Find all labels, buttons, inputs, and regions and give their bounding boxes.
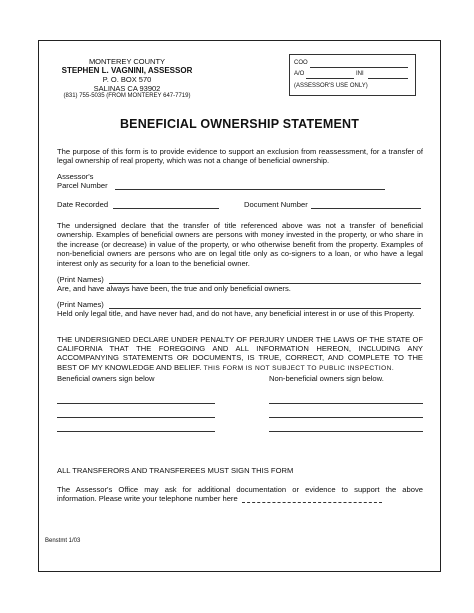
beneficial-sign-label: Beneficial owners sign below <box>57 374 155 383</box>
form-page <box>38 40 441 572</box>
po-box: P. O. BOX 570 <box>102 75 152 84</box>
date-recorded-field[interactable] <box>113 208 219 209</box>
non-beneficial-signature-line-1[interactable] <box>269 403 423 404</box>
phone: (831) 755-5035 (FROM MONTEREY 647-7719) <box>63 93 191 99</box>
beneficial-owners-statement: Are, and have always have been, the true and only beneficial owners. <box>57 284 291 293</box>
print-names-label-2: (Print Names) <box>57 300 104 309</box>
print-names-label-1: (Print Names) <box>57 275 104 284</box>
date-recorded-label: Date Recorded <box>57 200 109 209</box>
non-beneficial-signature-line-2[interactable] <box>269 417 423 418</box>
beneficial-signature-line-3[interactable] <box>57 431 215 432</box>
beneficial-signature-line-2[interactable] <box>57 417 215 418</box>
city: SALINAS CA 93902 <box>93 84 161 93</box>
form-id: Benstmt 1/03 <box>45 538 81 544</box>
coo-label: COO <box>294 60 308 66</box>
public-inspection-note: THIS FORM IS NOT SUBJECT TO PUBLIC INSPECTION. <box>203 364 395 372</box>
assessors-label: Assessor's <box>57 172 94 181</box>
ini-field[interactable] <box>368 78 408 79</box>
declaration-text: The undersigned declare that the transfer of title referenced above was not a transfer of beneficial ownership. Examples of beneficial owners are persons with money invested in the property, or who share in the increase (or decrease) in value of the property, or who otherwise benefit from the property. Examples of non-beneficial owners are persons who are on legal title only as co-signers to a loan, or who have a legal interest only as security for a loan to the beneficial owner. <box>57 221 423 268</box>
page-title: BENEFICIAL OWNERSHIP STATEMENT <box>119 117 360 131</box>
document-number-field[interactable] <box>311 208 421 209</box>
assessor-use-note: (ASSESSOR'S USE ONLY) <box>294 83 368 89</box>
ao-field[interactable] <box>306 78 354 79</box>
ini-label: INI <box>356 71 364 77</box>
assessor-use-box <box>289 54 416 96</box>
parcel-number-label: Parcel Number <box>57 181 108 190</box>
assessor-name: STEPHEN L. VAGNINI, ASSESSOR <box>61 66 193 75</box>
coo-field[interactable] <box>310 67 408 68</box>
beneficial-signature-line-1[interactable] <box>57 403 215 404</box>
penalty-statement <box>57 335 423 373</box>
purpose-text: The purpose of this form is to provide evidence to support an exclusion from reassessment, for a transfer of legal ownership of real property, which was not a change of beneficial ownership. <box>57 147 423 166</box>
county-header <box>47 57 207 100</box>
office-note-line-1: The Assessor's Office may ask for additional documentation or evidence to support the above <box>57 485 423 494</box>
parcel-number-field[interactable] <box>115 189 385 190</box>
ao-label: A/O <box>294 71 305 77</box>
all-must-sign-notice: ALL TRANSFERORS AND TRANSFEREES MUST SIGN THIS FORM <box>57 466 294 475</box>
document-number-label: Document Number <box>244 200 308 209</box>
telephone-number-field[interactable] <box>242 502 382 503</box>
legal-title-statement: Held only legal title, and have never had, and do not have, any beneficial interest in or use of this Property. <box>57 309 415 318</box>
county-name: MONTEREY COUNTY <box>88 57 166 66</box>
office-note-line-2: information. Please write your telephone number here <box>57 494 238 503</box>
non-beneficial-sign-label: Non-beneficial owners sign below. <box>269 374 384 383</box>
penalty-text: THE UNDERSIGNED DECLARE UNDER PENALTY OF PERJURY UNDER THE LAWS OF THE STATE OF CALIFORNIA THAT THE FOREGOING AND ALL INFORMATION HEREON, INCLUDING ANY ACCOMPANYING STATEMENTS OR DOCUMENTS, IS TRUE, CORRECT, AND COMPLETE TO THE BEST OF MY KNOWLEDGE AND BELIEF. <box>57 335 423 372</box>
non-beneficial-signature-line-3[interactable] <box>269 431 423 432</box>
